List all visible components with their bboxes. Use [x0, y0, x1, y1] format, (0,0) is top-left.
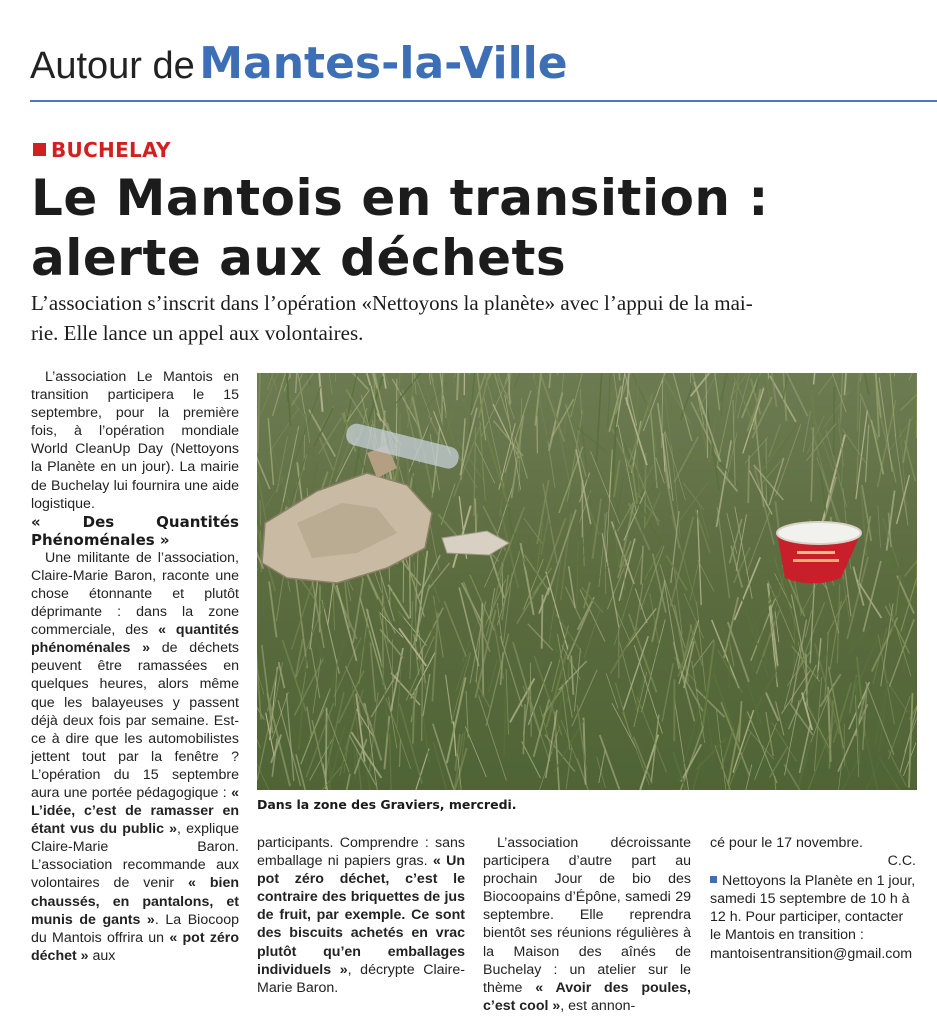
text-run: de déchets peuvent être ramassées en quelques heures, alors même que les balayeuses y passent déjà deux fois par semaine. Est-ce à dire que les automobilistes jettent tout par la fenêtre ? L’opération du 15 septembre aura une portée pédagogique : — [31, 640, 239, 801]
author-signature: C.C. — [887, 853, 916, 870]
text-run: Une militante de l’association, Claire-Marie Baron, raconte une chose étonnante et plutôt déprimante : dans la zone commerciale, des — [31, 549, 239, 639]
info-square-icon — [710, 876, 717, 883]
section-prefix: Autour de — [30, 45, 195, 87]
article-headline — [31, 168, 931, 288]
text-run: , explique Claire-Marie Baron. L’association recommande aux volontaires de venir — [31, 821, 239, 892]
column-4-paragraph: cé pour le 17 novembre. — [710, 835, 864, 851]
kicker-text: BUCHELAY — [51, 138, 171, 162]
text-run: , décrypte Claire-Marie Baron. — [257, 961, 465, 996]
kicker-square-icon — [33, 143, 46, 156]
column-3-paragraph — [483, 834, 691, 1015]
text-run: L’association décroissante participera d’autre part au prochain Jour de bio des Biocoopains d’Épône, samedi 29 septembre. Elle reprendra bientôt ses réunions régulières à la Maison des aînés de Buchelay : un atelier sur le thème — [483, 835, 691, 996]
column-1-paragraph-1: L’association Le Mantois en transition participera le 15 septembre, pour la première fois, à l’opération mondiale World CleanUp Day (Nettoyons la Planète en un jour). La mairie de Buchelay lui fournira une aide logistique. — [31, 369, 239, 512]
text-run: . La Biocoop du Mantois offrira un — [31, 911, 239, 946]
headline-line-2: alerte aux déchets — [31, 229, 567, 287]
article-column-2 — [257, 834, 465, 997]
practical-info — [710, 872, 918, 962]
text-run: participants. Comprendre : sans emballage ni papiers gras. — [257, 835, 465, 870]
quote-run: « L’idée, c’est de ramasser en étant vus du public » — [31, 784, 239, 838]
text-run: , est annon- — [560, 997, 636, 1014]
column-2-paragraph — [257, 834, 465, 997]
section-town: Mantes-la-Ville — [199, 38, 568, 89]
photo-caption: Dans la zone des Graviers, mercredi. — [257, 797, 517, 812]
article-column-4 — [710, 834, 918, 963]
article-standfirst — [31, 288, 911, 348]
standfirst-line-2: rie. Elle lance un appel aux volontaires. — [31, 321, 364, 345]
quote-run: « bien chaussés, en pantalons, et munis de gants » — [31, 875, 240, 928]
article-kicker — [33, 138, 171, 162]
quote-run: « Un pot zéro déchet, c’est le contraire des briquettes de jus de fruit, par exemple. Ce sont des biscuits achetés en vrac plutôt qu’en emballages individuels » — [257, 853, 465, 978]
quote-run: « Avoir des poules, c’est cool » — [483, 979, 692, 1014]
info-text: Nettoyons la Planète en 1 jour, samedi 15 septembre de 10 h à 12 h. Pour participer, contacter le Mantois en transition : — [710, 873, 916, 944]
quote-run: « quantités phénoménales » — [31, 622, 239, 657]
text-run: aux — [88, 947, 116, 964]
article-intertitle: « Des Quantités Phénoménales » — [31, 512, 239, 549]
article-photo — [257, 373, 917, 790]
column-1-paragraph-2 — [31, 549, 239, 965]
headline-line-1: Le Mantois en transition : — [31, 169, 769, 227]
quote-run: « pot zéro déchet » — [31, 929, 239, 964]
article-column-3 — [483, 834, 691, 1015]
standfirst-line-1: L’association s’inscrit dans l’opération «Nettoyons la planète» avec l’appui de la mai- — [31, 291, 753, 315]
grass-litter-image — [257, 373, 917, 790]
contact-email: mantoisentransition@gmail.com — [710, 945, 913, 962]
section-header — [30, 38, 568, 94]
article-column-1 — [31, 368, 239, 965]
header-rule — [30, 100, 937, 102]
